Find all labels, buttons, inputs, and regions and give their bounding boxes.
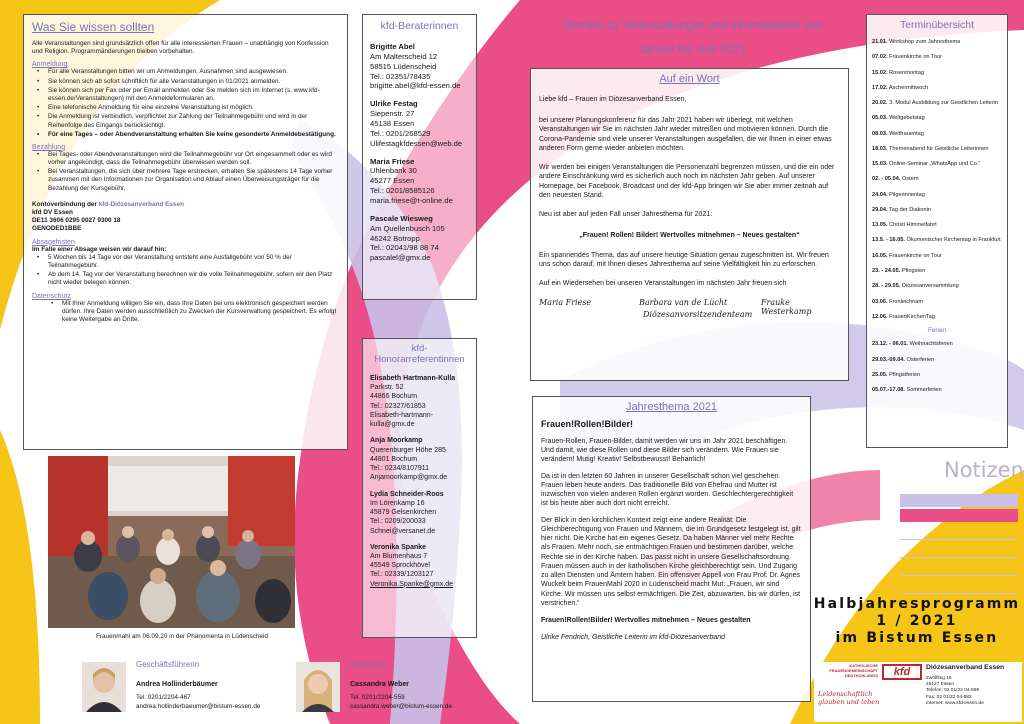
avatar: [82, 662, 126, 712]
person-name: Maria Friese: [370, 156, 415, 166]
notes-bar: [900, 509, 1018, 522]
address-line: 45127 Essen: [926, 682, 955, 688]
list-item: • Für alle Veranstaltungen bitten wir um Anmeldungen. Ausnahmen sind ausgewiesen.: [32, 68, 339, 76]
list-item: 07.02. Frauenkirche on Tour: [872, 54, 942, 61]
address-line: Fax: 02 01/22 04-582: [926, 694, 972, 700]
dv-name: Diözesanverband Essen: [926, 664, 1005, 671]
notizen-title: Notizen: [944, 458, 1024, 482]
person-phone: Tel.: 02041/98 88 74: [370, 243, 439, 253]
person-name: Veronika Spanke: [370, 543, 427, 551]
person-email[interactable]: Anjamoorkamp@gmx.de: [370, 474, 448, 482]
absage-list: [32, 254, 339, 288]
jt-motto: Frauen!Rollen!Bilder! Wertvolles mitnehmen – Neues gestalten: [541, 616, 751, 624]
info-panel: [23, 14, 348, 450]
info-intro: Alle Veranstaltungen sind grundsätzlich offen für alle interessierten Frauen – unabhängig von Konfession und Religion. Programmänderungen bleiben vorbehalten.: [32, 40, 329, 56]
person-street: Am Malterscheid 12: [370, 51, 438, 61]
list-item: 23.12. - 06.01. Weihnachtsferien: [872, 341, 953, 348]
gf-name: Andrea Hollinderbäumer: [136, 681, 218, 688]
person-card: [370, 157, 469, 206]
person-name: Brigitte Abel: [370, 42, 415, 51]
list-item: • Für eine Tages – oder Abendveranstaltung erhalten Sie keine gesonderte Anmeldebestätigung.: [32, 131, 339, 139]
list-item: 18.03. Themenabend für Geistliche Leiterinnen: [872, 145, 989, 152]
jt-head: Frauen!Rollen!Bilder!: [541, 419, 634, 429]
person-phone: Tel.: 0201/268529: [370, 128, 431, 138]
list-item: • Mit Ihrer Anmeldung willigen Sie ein, dass Ihre Daten bei uns elektronisch gespeichert werden dürfen. Ihre Daten werden ausschließlich zu Zwecken der Kursverwaltung gespeichert. Es erfolgt keine Weitergabe an Dritte.: [46, 300, 339, 325]
konto-line: kfd DV Essen: [32, 209, 73, 216]
person-phone: Tel.: 02339/1203127: [370, 571, 434, 579]
list-item: 12.06. FrauenKirchenTag: [872, 313, 935, 320]
person-card: [370, 42, 469, 91]
person-city: 46242 Botropp: [370, 233, 420, 243]
notes-line: [900, 540, 1018, 558]
person-name: Pascale Wiesweg: [370, 213, 433, 223]
list-item: 16.05. Frauenkirche on Tour: [872, 252, 942, 259]
list-item: 21.01. Workshop zum Jahresthema: [872, 39, 961, 45]
jt-signature: Ulrike Fendrich, Geistliche Leiterin im kfd-Diözesanverband: [541, 634, 726, 642]
notes-bar: [900, 494, 1018, 507]
honorar-title-2: Honorarreferentinnen: [374, 354, 465, 365]
cover-title-line2: 1 / 2021: [876, 613, 958, 629]
address-line[interactable]: Internet: www.kfd-essen.de: [926, 700, 984, 706]
wort-paragraph: Ein spannendes Thema, das auf unsere heutige Situation genau zugeschnitten ist. Wir freuen uns schon darauf, mit Ihnen dieses Jahresthema auf seine Vielfältigkeit hin zu erforschen.: [539, 251, 829, 268]
address-line: Telefon: 02 01/22 04-559: [926, 688, 980, 694]
cover-title-line1: Halbjahresprogramm: [813, 596, 1021, 612]
person-name: Anja Moorkamp: [370, 437, 423, 445]
auf-ein-wort-panel: [530, 68, 849, 381]
list-item: • Ab dem 14. Tag vor der Veranstaltung berechnen wir die volle Teilnahmegebühr, sofern wir den Platz nicht wieder belegen können.: [32, 271, 339, 287]
wort-paragraph: Auf ein Wiedersehen bei unseren Veranstaltungen im nächsten Jahr freuen sich: [539, 280, 787, 288]
konto-bic: GENODED1BBE: [32, 225, 82, 233]
event-photo: [48, 456, 295, 628]
gf-title: Geschäftsführerin: [136, 660, 200, 669]
person-street: Am Blumenhaus 7: [370, 552, 428, 560]
person-card: [370, 436, 469, 482]
sek-email: cassandra.weber@bistum-essen.de: [350, 703, 453, 710]
list-item: • Sie können sich ab sofort schriftlich für alle Veranstaltungen in 01/2021 anmelden.: [32, 78, 339, 86]
person-card: [370, 374, 469, 429]
list-item: 17.02. Aschermittwoch: [872, 84, 929, 91]
list-item: 15.02. Rosenmontag: [872, 69, 924, 76]
person-street: Im Lörenkamp 16: [370, 499, 425, 507]
signature: Frauke Westerkamp: [761, 298, 812, 317]
wort-paragraph: bei unserer Planungskonferenz für das Jahr 2021 haben wir überlegt, mit welchen Veranstaltungen wir Sie im nächsten Jahr wieder mitreißen und motivieren können. Durch die Corona-Pandemie sind viele unserer Veranstaltungen ausgefallen, die wir Ihnen in einer etwas anderen Form gerne wieder anbieten möchten.: [539, 117, 832, 152]
photo-illustration: [48, 456, 295, 628]
person-email[interactable]: Elisabeth-hartmann-: [370, 411, 434, 419]
logo-kfd: kfd: [882, 664, 922, 680]
list-item: 29.03.-09.04. Osterferien: [872, 356, 935, 363]
honorar-title-1: kfd-: [411, 343, 428, 354]
person-name: Elisabeth Hartmann-Kulla: [370, 375, 456, 382]
wort-paragraph: Wir werden bei einigen Veranstaltungen die Personenzahl begrenzen müssen, und die ein oder andere Einschränkung wird es sicherlich auch noch im nächsten Jahr geben. Auf unserer Homepage, bei Facebook, Broadcast und der kfd-App bringen wir Sie aber immer zeitnah auf den neuesten Stand.: [539, 164, 835, 199]
info-title: Was Sie wissen sollten: [32, 20, 155, 34]
person-email[interactable]: Schnei@versanet.de: [370, 527, 436, 535]
program-heading: [525, 14, 860, 62]
person-city: 45138 Essen: [370, 119, 415, 129]
person-city: 45549 Sprockhövel: [370, 562, 430, 570]
person-card: [370, 490, 469, 536]
gf-email: andrea.hollinderbaeumer@bistum-essen.de: [136, 703, 261, 710]
cover-title-line3: im Bistum Essen: [835, 630, 999, 646]
beraterinnen-panel: [362, 14, 477, 300]
person-email[interactable]: Ulifestagkfdessen@web.de: [370, 138, 463, 148]
person-email[interactable]: maria.friese@t-online.de: [370, 196, 453, 206]
termin-list: [872, 39, 1002, 394]
person-card: [370, 214, 469, 263]
jt-paragraph: Da ist in den letzten 60 Jahren in unserer Gesellschaft schon viel geschehen. Frauen leben heute anders. Das traditionelle Bild von Ehefrau und Mutter ist inzwischen von vielen anderen Rollen ergänzt worden. Geschlechtergerechtigkeit ist bis heute aber auch dort nicht erreicht.: [541, 472, 794, 508]
photo-caption: Frauenmahl am 06.09.20 in der Phänomenta in Lüdenscheid: [96, 633, 268, 640]
gf-phone: Tel. 0201/2204-467: [136, 694, 191, 701]
person-street: Uhlenbank 30: [370, 166, 417, 176]
logo-org-text: KATHOLISCHE FRAUENGEMEINSCHAFT DEUTSCHLANDS: [829, 663, 878, 678]
jt-paragraph: Frauen-Rollen, Frauen-Bilder, damit werden wir uns im Jahr 2021 beschäftigen. Und damit, wie diese Rollen und diese Bilder sich verändern. Wie Frauen sie verändern! Mutig! Kreativ! Selbstbewusst! Beharrlich!: [541, 438, 788, 464]
termin-panel: [866, 14, 1008, 448]
konto-iban: DE11 3606 0295 0027 9300 18: [32, 217, 121, 225]
person-street: Querenburger Höhe 285: [370, 446, 446, 454]
ferien-title: Ferien: [927, 327, 947, 335]
list-item: • Eine telefonische Anmeldung für eine einzelne Veranstaltung ist möglich.: [32, 104, 339, 112]
jahresthema-panel: [532, 396, 811, 702]
list-item: 08.03. Weltfrauentag: [872, 130, 924, 137]
person-city: 44801 Bochum: [370, 455, 418, 463]
person-card: [370, 543, 469, 589]
honorar-panel: [362, 338, 477, 638]
list-item: 23. - 24.05. Pfingsten: [872, 267, 926, 274]
person-phone: Tel.: 02327/61853: [370, 402, 426, 410]
list-item: • Die Anmeldung ist verbindlich, verpflichtet zur Zahlung der Teilnahmegebühr und wird in der Reihenfolge des Eingangs berücksichtigt.: [32, 113, 339, 129]
list-item: 24.04. Pilgerinnentag: [872, 191, 925, 198]
person-street: Siepenstr. 27: [370, 109, 415, 119]
contact-geschaeftsfuehrerin: [82, 658, 302, 714]
absage-title: Absagefristen: [32, 238, 75, 246]
datenschutz-list: [32, 300, 339, 325]
person-name: Lydia Schneider-Roos: [370, 490, 444, 498]
datenschutz-title: Datenschutz: [32, 292, 71, 300]
konto-block: [32, 201, 339, 234]
list-item: 20.02. 3. Modul Ausbildung zur Geistlichen Leiterin: [872, 100, 998, 107]
list-item: 05.03. Weltgebetstag: [872, 115, 925, 122]
slogan: Leidenschaftlich glauben und leben: [818, 690, 880, 707]
sek-phone: Tel. 0201/2204-559: [350, 694, 405, 701]
list-item: 13.5. - 16.05. Ökumenischer Kirchentag in Frankfurt: [872, 237, 1001, 244]
wort-greeting: Liebe kfd – Frauen im Diözesanverband Essen,: [539, 96, 687, 103]
list-item: • Bei Tages- oder Abendveranstaltungen wird die Teilnahmegebühr vor Ort eingesammelt oder es wird vorher angekündigt, dass die Teilnahmegebühr überwiesen werden soll.: [32, 151, 339, 167]
anmeldung-list: [32, 68, 339, 139]
address-block: [926, 676, 984, 707]
person-street: Parkstr. 52: [370, 384, 404, 392]
notes-line: [900, 522, 1018, 540]
person-email[interactable]: Veronika.Spanke@gmx.de: [370, 580, 453, 588]
konto-label-org: kfd-Diözesanverband Essen: [98, 200, 184, 208]
person-phone: Tel.: 0234/8107911: [370, 465, 430, 473]
person-card: [370, 99, 469, 148]
wort-title: Auf ein Wort: [659, 73, 720, 85]
bezahlung-title: Bezahlung: [32, 143, 66, 151]
contact-sekretaerin: [296, 658, 496, 714]
avatar: [296, 662, 340, 712]
cover-title: [812, 596, 1022, 647]
notes-line: [900, 558, 1018, 576]
list-item: 03.06. Fronleichnam: [872, 298, 924, 305]
bezahlung-list: [32, 151, 339, 193]
person-name: Ulrike Festag: [370, 99, 418, 109]
person-city: 45879 Gelsenkirchen: [370, 509, 437, 517]
program-heading-line2: Januar bis Juni 2021: [639, 44, 746, 56]
list-item: 15.03. Online-Seminar „WhatsApp und Co.“: [872, 161, 981, 168]
wort-paragraph: Neu ist aber auf jeden Fall unser Jahresthema für 2021:: [539, 211, 713, 219]
kfd-logo: [814, 662, 1022, 722]
wort-motto: „Frauen! Rollen! Bilder! Wertvolles mitnehmen – Neues gestalten“: [579, 232, 800, 240]
jt-title: Jahresthema 2021: [625, 401, 718, 413]
address-line: Zwölfling 16: [926, 676, 952, 681]
person-street: Am Quellenbusch 105: [370, 223, 445, 233]
konto-label: Kontoverbindung der: [32, 200, 99, 208]
signature: Maria Friese: [539, 298, 592, 308]
signature: Barbara van de Lücht: [639, 298, 728, 308]
person-city: 44866 Bochum: [370, 393, 418, 401]
anmeldung-title: Anmeldung: [32, 61, 68, 69]
notizen-lines: [900, 494, 1018, 604]
list-item: 13.05. Christi Himmelfahrt: [872, 222, 937, 229]
jt-paragraph: Der Blick in den kirchlichen Kontext zeigt eine andere Realität: Die Gleichberechtigung von Frauen und Männern, die im Grundgesetz festgelegt ist, gilt hier nicht. Die Kirche hat ein eigenes Gesetz. Da haben Männer viel mehr Rechte als Frauen. Mehr noch, sie entmächtigen Frauen und bestimmen darüber, welche Rechte sie in der Kirche haben. Das passt nicht in unsere Gesellschaftsordnung. Frauen müssen auch in der katholischen Kirche gleichberechtigt sein. Und Zugang zu allen Diensten und Ämtern haben. Ein offensiver Appell von Frau Prof. Dr. Agnes Wuckelt beim FrauenMahl 2020 in Lüdenscheid macht Mut: „Frauen, wir sind Kirche. Wir müssen uns selbst ermächtigen. Die Zeit, abzuwarten, bis wir dürfen, ist verstrichen.“: [541, 516, 801, 607]
list-item: • Sie können sich per Fax oder per Email anmelden oder Sie melden sich im Internet (s. www.kfd-essen.de/Veranstaltungen) mit den Anmeldeformularen an.: [32, 87, 339, 103]
absage-intro: Im Falle einer Absage weisen wir darauf hin:: [32, 245, 167, 253]
list-item: 05.07.-17.08. Sommerferien: [872, 387, 942, 394]
list-item: 02. - 05.04. Ostern: [872, 176, 919, 183]
list-item: 29.04. Tag der Diakonin: [872, 206, 931, 213]
person-phone: Tel.: 0209/200033: [370, 518, 426, 526]
person-phone: Tel.: 02351/78435: [370, 71, 431, 81]
notes-line: [900, 576, 1018, 594]
signature-role: Diözesanvorsitzendenteam: [643, 310, 753, 320]
person-phone: Tel.: 0201/8585126: [370, 186, 435, 196]
list-item: • Bei Veranstaltungen, die sich über mehrere Tage erstrecken, erhalten Sie spätestens 14 Tage vorher zusammen mit den Informationen zur Organisation und Ablauf einen Überweisungsträger für die Bezahlung der Kursgebühr.: [32, 168, 339, 193]
person-email[interactable]: pascalel@gmx.de: [370, 253, 431, 263]
program-heading-line1: Termine zu Veranstaltungen und Informationen von: [562, 20, 823, 32]
person-email-cont[interactable]: kulla@gmx.de: [370, 421, 415, 429]
list-item: • 5 Wochen bis 14 Tage vor der Veranstaltung entsteht eine Ausfallgebühr von 50 % der Teilnahmegebühr.: [32, 254, 339, 270]
list-item: 28. - 29.05. Diözesanversammlung: [872, 283, 959, 290]
person-city: 58515 Lüdenscheid: [370, 61, 437, 71]
person-email[interactable]: brigitte.abel@kfd-essen.de: [370, 81, 461, 91]
sek-name: Cassandra Weber: [350, 681, 410, 688]
beraterinnen-title: kfd-Beraterinnen: [380, 20, 459, 32]
signatures: [539, 298, 840, 324]
list-item: 25.05. Pfingstferien: [872, 371, 921, 378]
person-city: 45277 Essen: [370, 176, 415, 186]
sek-title: Sekretärin: [350, 660, 387, 669]
termin-title: Terminübersicht: [899, 19, 975, 31]
